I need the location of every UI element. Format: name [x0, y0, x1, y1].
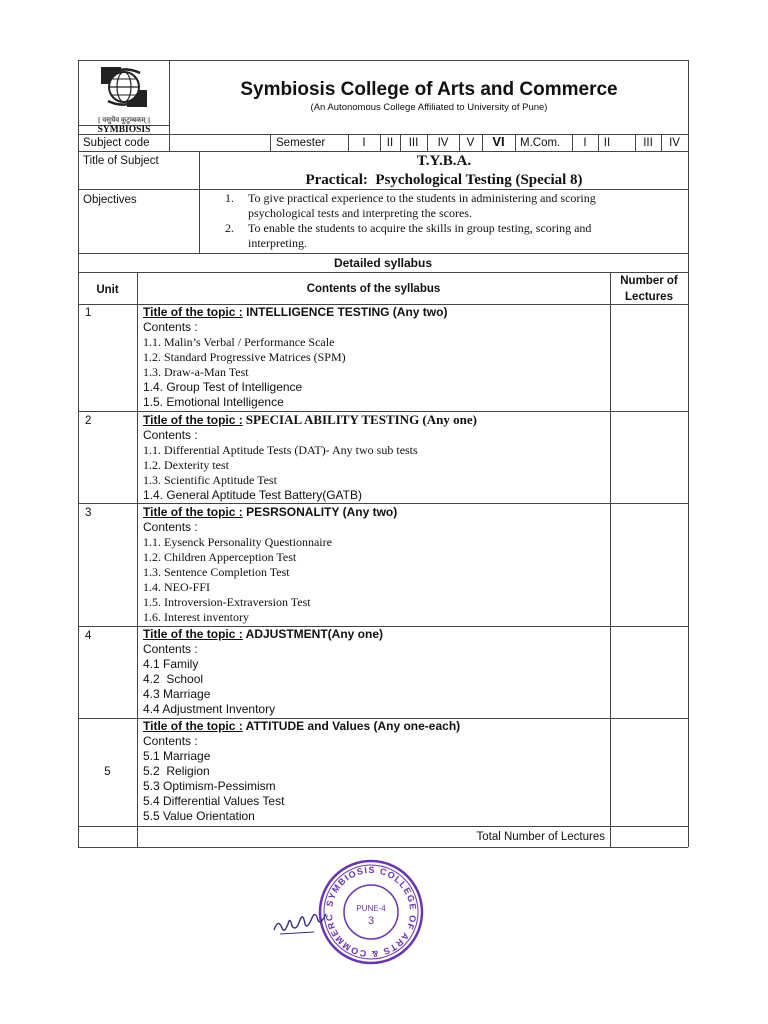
subject-title-line1: T.Y.B.A.	[416, 153, 472, 169]
topic-item: 1.5. Emotional Intelligence	[143, 395, 284, 409]
contents-label: Contents :	[143, 734, 198, 748]
topic-item: 1.6. Interest inventory	[143, 610, 249, 624]
mcom-label: M.Com.	[520, 137, 561, 149]
symbiosis-globe-icon	[84, 63, 164, 111]
signature	[270, 900, 330, 940]
objective-number: 2.	[225, 221, 234, 235]
topic-item: 4.4 Adjustment Inventory	[143, 702, 276, 716]
topic-prefix: Title of the topic :	[143, 627, 243, 641]
semester-VI-selected: VI	[492, 134, 505, 149]
semester-III: III	[408, 137, 419, 149]
column-header-lectures-1: Number of	[620, 275, 678, 287]
semester-V: V	[466, 137, 475, 149]
topic-prefix: Title of the topic :	[143, 305, 243, 319]
topic-item: 1.4. NEO-FFI	[143, 580, 211, 594]
subject-code-label: Subject code	[83, 137, 150, 149]
objective-line: interpreting.	[248, 236, 307, 250]
college-logo	[84, 63, 164, 135]
column-header-lectures-2: Lectures	[625, 291, 673, 303]
unit-5-block	[143, 719, 460, 824]
topic-item: 5.2 Religion	[143, 764, 210, 778]
contents-label: Contents :	[143, 428, 198, 442]
unit-3-block	[143, 505, 397, 625]
topic-title	[143, 719, 460, 734]
topic-item: 5.4 Differential Values Test	[143, 794, 285, 808]
topic-item: 1.4. Group Test of Intelligence	[143, 380, 303, 394]
title-of-subject-label: Title of Subject	[83, 155, 159, 167]
topic-name: PESRSONALITY (Any two)	[246, 505, 398, 519]
objectives-label: Objectives	[83, 194, 137, 206]
topic-item: 1.5. Introversion-Extraversion Test	[143, 595, 311, 609]
unit-number: 5	[104, 766, 111, 778]
topic-item: 1.3. Draw-a-Man Test	[143, 365, 249, 379]
unit-number: 3	[85, 507, 92, 519]
logo-tagline: || वसुधैव कुटुम्बकम् ||	[97, 116, 151, 124]
topic-item: 4.1 Family	[143, 657, 199, 671]
topic-name: ADJUSTMENT(Any one)	[245, 627, 384, 641]
college-seal-icon	[316, 857, 426, 967]
contents-label: Contents :	[143, 642, 198, 656]
contents-label: Contents :	[143, 320, 198, 334]
topic-prefix: Title of the topic :	[143, 719, 243, 733]
mcom-semester-I: I	[583, 137, 587, 149]
topic-item: 1.1. Differential Aptitude Tests (DAT)- Any two sub tests	[143, 443, 418, 457]
topic-title	[143, 505, 397, 520]
college-name: Symbiosis College of Arts and Commerce	[240, 79, 618, 100]
topic-item: 1.3. Sentence Completion Test	[143, 565, 290, 579]
mcom-semester-III: III	[643, 137, 653, 149]
unit-number: 4	[85, 630, 92, 642]
college-affiliation: (An Autonomous College Affiliated to University of Pune)	[310, 102, 548, 113]
topic-item: 5.3 Optimism-Pessimism	[143, 779, 276, 793]
unit-number: 1	[85, 307, 92, 319]
topic-item: 1.2. Dexterity test	[143, 458, 229, 472]
topic-item: 1.2. Standard Progressive Matrices (SPM)	[143, 350, 346, 364]
unit-1-block	[143, 305, 447, 410]
topic-item: 5.5 Value Orientation	[143, 809, 255, 823]
topic-name: SPECIAL ABILITY TESTING (Any one)	[245, 412, 477, 427]
semester-label: Semester	[276, 137, 326, 149]
semester-II: II	[386, 137, 394, 149]
logo-name: SYMBIOSIS	[97, 125, 151, 135]
semester-I: I	[362, 137, 366, 149]
stamp-ring-text: SYMBIOSIS COLLEGE OF ARTS & COMMERC	[323, 864, 419, 960]
topic-item: 5.1 Marriage	[143, 749, 211, 763]
topic-item: 4.2 School	[143, 672, 204, 686]
objective-line: To give practical experience to the students in administering and scoring	[248, 191, 596, 205]
signature-scribble-icon	[270, 900, 330, 940]
topic-item: 4.3 Marriage	[143, 687, 211, 701]
unit-number: 2	[85, 415, 92, 427]
mcom-semester-IV: IV	[669, 137, 680, 149]
subject-title-line2: Practical: Psychological Testing (Special 8)	[305, 172, 583, 188]
topic-prefix: Title of the topic :	[143, 505, 243, 519]
topic-item: 1.2. Children Apperception Test	[143, 550, 297, 564]
topic-item: 1.1. Malin’s Verbal / Performance Scale	[143, 335, 335, 349]
college-stamp	[316, 857, 426, 967]
mcom-semester-II: II	[603, 137, 611, 149]
topic-name: ATTITUDE and Values (Any one-each)	[245, 719, 461, 733]
objective-line: To enable the students to acquire the skills in group testing, scoring and	[248, 221, 592, 235]
unit-2-block	[143, 412, 477, 503]
unit-4-block	[143, 627, 383, 717]
semester-IV: IV	[437, 137, 449, 149]
stamp-center-text: PUNE-4	[356, 904, 386, 913]
total-lectures-label: Total Number of Lectures	[476, 831, 605, 843]
topic-name: INTELLIGENCE TESTING (Any two)	[246, 305, 448, 319]
topic-title	[143, 627, 383, 642]
topic-item: 1.1. Eysenck Personality Questionnaire	[143, 535, 332, 549]
topic-title	[143, 305, 447, 320]
topic-title	[143, 412, 477, 428]
detailed-syllabus-heading: Detailed syllabus	[333, 256, 433, 270]
contents-label: Contents :	[143, 520, 198, 534]
topic-item: 1.4. General Aptitude Test Battery(GATB)	[143, 488, 362, 502]
column-header-unit: Unit	[96, 284, 119, 296]
objective-line: psychological tests and interpreting the scores.	[248, 206, 472, 220]
stamp-number: 3	[367, 915, 375, 927]
objective-number: 1.	[225, 191, 234, 205]
topic-item: 1.3. Scientific Aptitude Test	[143, 473, 277, 487]
column-header-contents: Contents of the syllabus	[306, 283, 441, 295]
topic-prefix: Title of the topic :	[143, 413, 243, 427]
